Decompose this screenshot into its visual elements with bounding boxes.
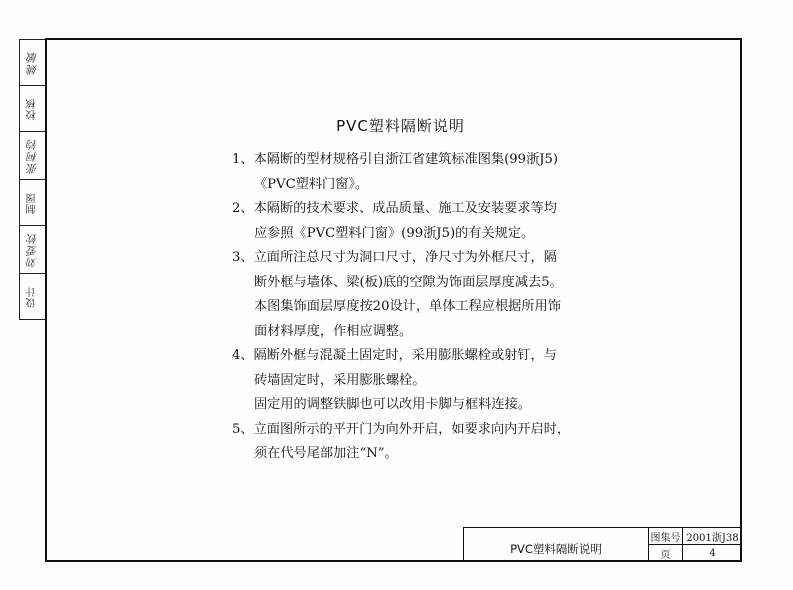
note-line: 《PVC塑料门窗》。 [254, 176, 369, 192]
title-block [463, 527, 742, 562]
note-line: 砖墙固定时，采用膨胀螺栓。 [254, 372, 426, 388]
strip-cell-drafter-signature [20, 132, 45, 180]
note-line: 本图集饰面层厚度按20设计，单体工程应根据所用饰 [254, 299, 561, 314]
note-item-4 [232, 344, 602, 418]
strip-cell-design-label [20, 274, 45, 319]
strip-cell-designer-signature [20, 226, 45, 274]
notes-list [232, 148, 602, 467]
page-number: 4 [709, 548, 716, 559]
strip-review-label: 校核 [26, 97, 38, 120]
note-line: 面材料厚度，作相应调整。 [254, 323, 413, 339]
strip-drafting-label: 制图 [26, 191, 38, 214]
note-line: 固定用的调整铁脚也可以改用卡脚与框料连接。 [254, 397, 531, 412]
atlas-number-value: 2001浙J38 [683, 528, 742, 545]
note-line: 应参照《PVC塑料门窗》(99浙J5)的有关规定。 [254, 225, 535, 241]
atlas-number-label: 图集号 [649, 528, 683, 545]
strip-designer-name: 刘爱钦 [26, 231, 39, 268]
strip-cell-drafting-label [20, 180, 45, 226]
note-line: 须在代号尾部加注“N”。 [254, 446, 398, 461]
note-item-2 [232, 197, 602, 246]
note-item-3 [232, 246, 602, 344]
page-label: 页 [649, 545, 683, 562]
strip-cell-review-signature [20, 40, 45, 86]
strip-drafter-name: 张柯钧 [26, 137, 39, 174]
title-block-drawing-title: PVC塑料隔断说明 [464, 528, 649, 562]
note-item-5 [232, 418, 602, 467]
note-line: 1、本隔断的型材规格引自浙江省建筑标准图集(99浙J5) [232, 152, 559, 167]
document-title [0, 115, 793, 136]
strip-design-label: 设计 [26, 285, 38, 308]
document-title-text: PVC塑料隔断说明 [336, 117, 465, 135]
strip-reviewer-name: 姚敏 [26, 50, 39, 75]
note-line: 3、立面所注总尺寸为洞口尺寸，净尺寸为外框尺寸，隔 [232, 250, 557, 265]
note-line: 断外框与墙体、梁(板)底的空隙为饰面层厚度减去5。 [254, 274, 563, 290]
signature-strip [19, 39, 45, 320]
note-line: 4、隔断外框与混凝土固定时，采用膨胀螺栓或射钉，与 [232, 348, 557, 363]
note-line: 5、立面图所示的平开门为向外开启，如要求向内开启时， [232, 421, 571, 437]
note-item-1 [232, 148, 602, 197]
note-line: 2、本隔断的技术要求、成品质量、施工及安装要求等均 [232, 201, 557, 216]
title-block-meta [649, 528, 742, 562]
